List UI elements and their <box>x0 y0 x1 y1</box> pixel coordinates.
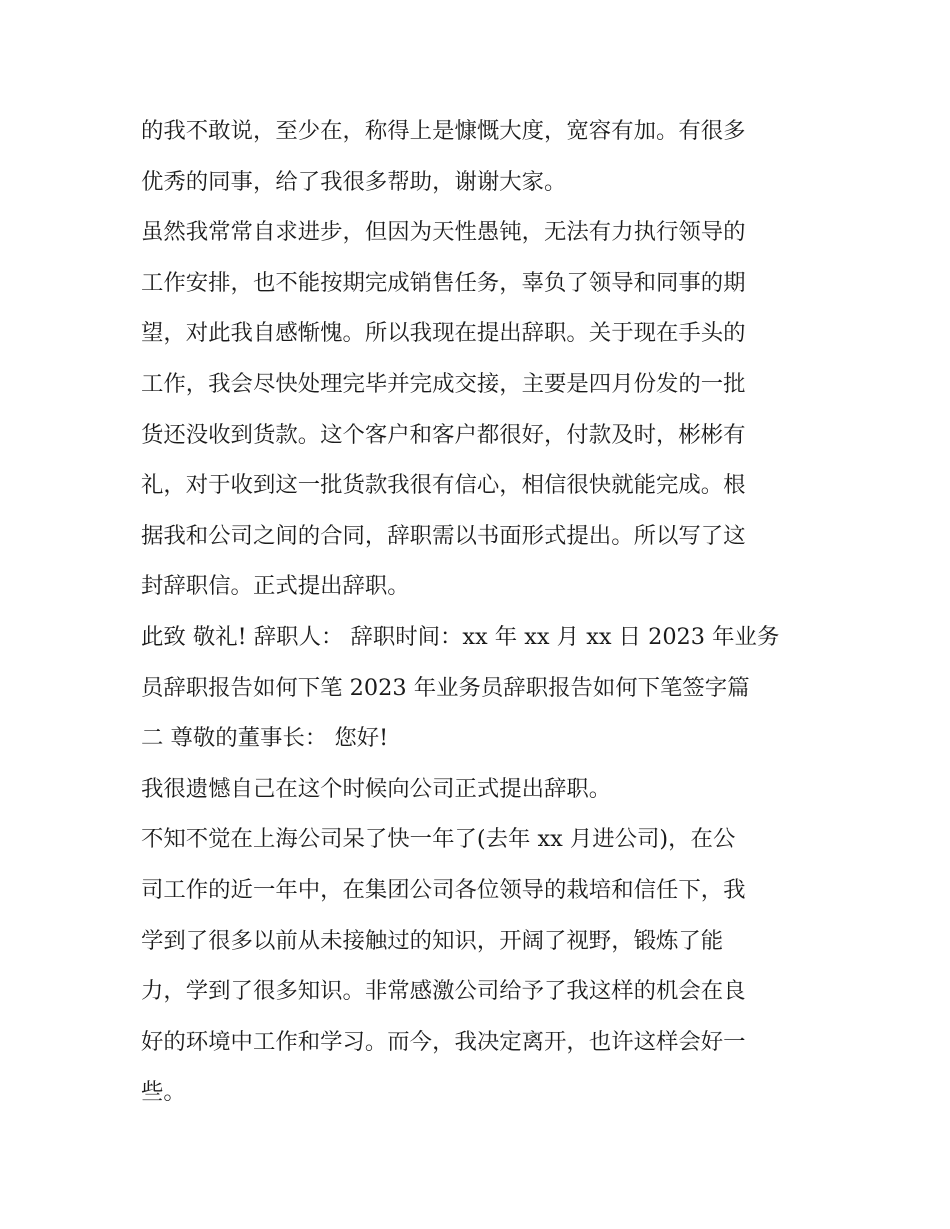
document-body <box>141 106 813 1118</box>
text-line: 工作安排，也不能按期完成销售任务，辜负了领导和同事的期 <box>141 269 746 296</box>
text-line: 的我不敢说，至少在，称得上是慷慨大度，宽容有加。有很多 <box>141 118 746 144</box>
text-line: 虽然我常常自求进步，但因为天性愚钝，无法有力执行领导的 <box>141 219 746 246</box>
text-line: 不知不觉在上海公司呆了快一年了(去年 xx 月进公司)，在公 <box>141 826 736 853</box>
text-line: 司工作的近一年中，在集团公司各位领导的栽培和信任下，我 <box>141 876 746 903</box>
text-line: 此致 敬礼! 辞职人： 辞职时间：xx 年 xx 月 xx 日 2023 年业务 <box>141 623 780 650</box>
text-line: 些。 <box>141 1079 186 1106</box>
text-line: 工作，我会尽快处理完毕并完成交接，主要是四月份发的一批 <box>141 370 746 397</box>
text-line: 优秀的同事，给了我很多帮助，谢谢大家。 <box>141 168 567 195</box>
text-line: 封辞职信。正式提出辞职。 <box>141 573 410 600</box>
text-line: 货还没收到货款。这个客户和客户都很好，付款及时，彬彬有 <box>141 421 746 448</box>
text-line: 好的环境中工作和学习。而今，我决定离开，也许这样会好一 <box>141 1028 746 1055</box>
text-line: 力，学到了很多知识。非常感激公司给予了我这样的机会在良 <box>141 978 746 1005</box>
text-line: 我很遗憾自己在这个时候向公司正式提出辞职。 <box>141 775 612 802</box>
text-line: 二 尊敬的董事长： 您好! <box>141 725 389 752</box>
text-line: 学到了很多以前从未接触过的知识，开阔了视野，锻炼了能 <box>141 927 724 954</box>
text-line: 员辞职报告如何下笔 2023 年业务员辞职报告如何下笔签字篇 <box>141 674 750 701</box>
text-line: 望，对此我自感惭愧。所以我现在提出辞职。关于现在手头的 <box>141 320 746 347</box>
text-line: 据我和公司之间的合同，辞职需以书面形式提出。所以写了这 <box>141 522 746 549</box>
text-line: 礼，对于收到这一批货款我很有信心，相信很快就能完成。根 <box>141 472 746 499</box>
